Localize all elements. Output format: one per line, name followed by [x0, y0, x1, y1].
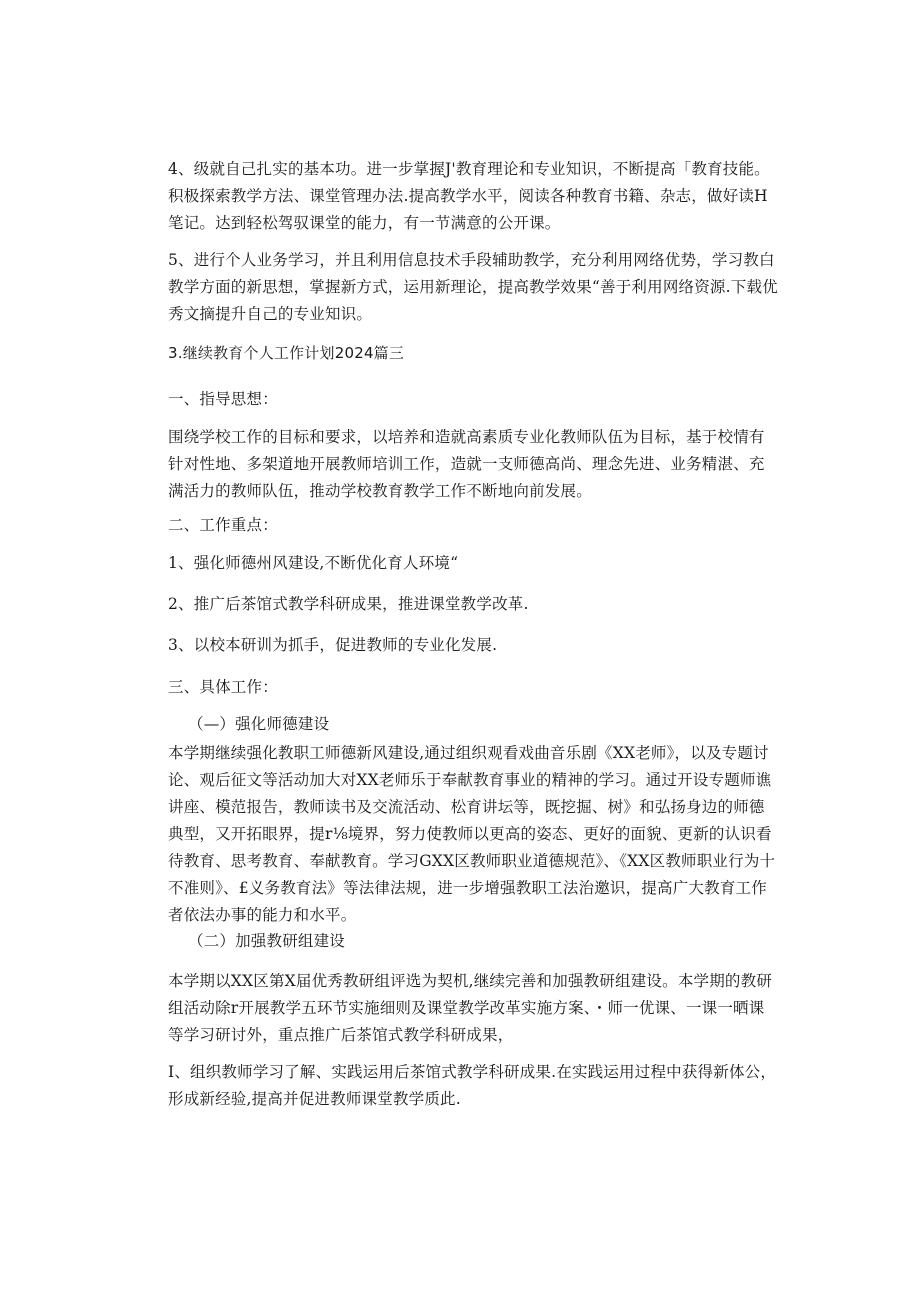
focus-item-3: 3、以校本研训为抓手，促进教师的专业化发展.: [168, 636, 498, 654]
focus-item-2: 2、推广后茶馆式教学科研成果，推进课堂教学改革.: [168, 595, 529, 613]
paragraph-research-group: 本学期以XX区第X届优秀教研组评选为契机,继续完善和加强教研组建设。本学期的教研组活动除r开展教学五环节实施细则及课堂教学改革实施方案、・师一优课、一课一晒课等学习研讨外，重点推广后茶馆式教学科研成果，: [168, 972, 773, 1044]
paragraph-guiding-thought: 围绕学校工作的目标和要求，以培养和造就高素质专业化教师队伍为目标，基于校情有针对性地、多架道地开展教师培训工作，造就一支师德高尚、理念先进、业务精湛、充满活力的教师队伍，推动学校教育教学工作不断地向前发展。: [168, 428, 765, 500]
heading-work-focus: 二、工作重点：: [168, 516, 278, 534]
paragraph-ethics: 本学期继续强化教职工师德新风建设,通过组织观看戏曲音乐剧《XX老师》，以及专题讨论、观后征文等活动加大对XX老师乐于奉献教育事业的精神的学习。通过开设专题师谯讲座、模范报告，教师读书及交流活动、松育讲坛等，既挖掘、树》和弘扬身边的师德典型，又开拓眼界，提r⅛境界，努力使教师以更高的姿态、更好的面貌、更新的认识看待教育、思考教育、奉献教育。学习GXX区教师职业道德规范》、《XX区教师职业行为十不准则》、£义务教育法》等法律法规，进一步增强教职工法治邀识，提高广大教育工作者依法办事的能力和水平。: [168, 744, 776, 924]
heading-guiding-thought: 一、指导思想：: [168, 390, 278, 408]
focus-item-1: 1、强化师德州风建设,不断优化育人环境“: [168, 554, 459, 572]
paragraph-self-study: 5、进行个人业务学习，并且利用信息技术手段辅助教学，充分利用网络优势，学习教白教学方面的新思想，掌握新方式，运用新理论，提高教学效果“善于利用网络资源.下载优秀文摘提升自己的专业知识。: [168, 251, 778, 323]
paragraph-teacher-study: I、组织教师学习了解、实践运用后茶馆式教学科研成果.在实践运用过程中获得新体公，形成新经验,提高并促进教师课堂教学质此.: [168, 1063, 777, 1108]
section-heading: 3.继续教育个人工作计划2024篇三: [168, 344, 405, 362]
heading-specific-work: 三、具体工作：: [168, 678, 278, 696]
subheading-research-group: （二）加强教研组建设: [188, 932, 346, 950]
paragraph-basic-skills: 4、级就自己扎实的基本功。进一步掌握J'教育理论和专业知识，不断提高「教育技能。积极探索教学方法、课堂管理办法.提高教学水平，阅读各种教育书籍、杂志，做好读H笔记。达到轻松驾驭课堂的能力，有一节满意的公开课。: [168, 160, 770, 232]
subheading-ethics: （—）强化师德建设: [188, 715, 330, 733]
